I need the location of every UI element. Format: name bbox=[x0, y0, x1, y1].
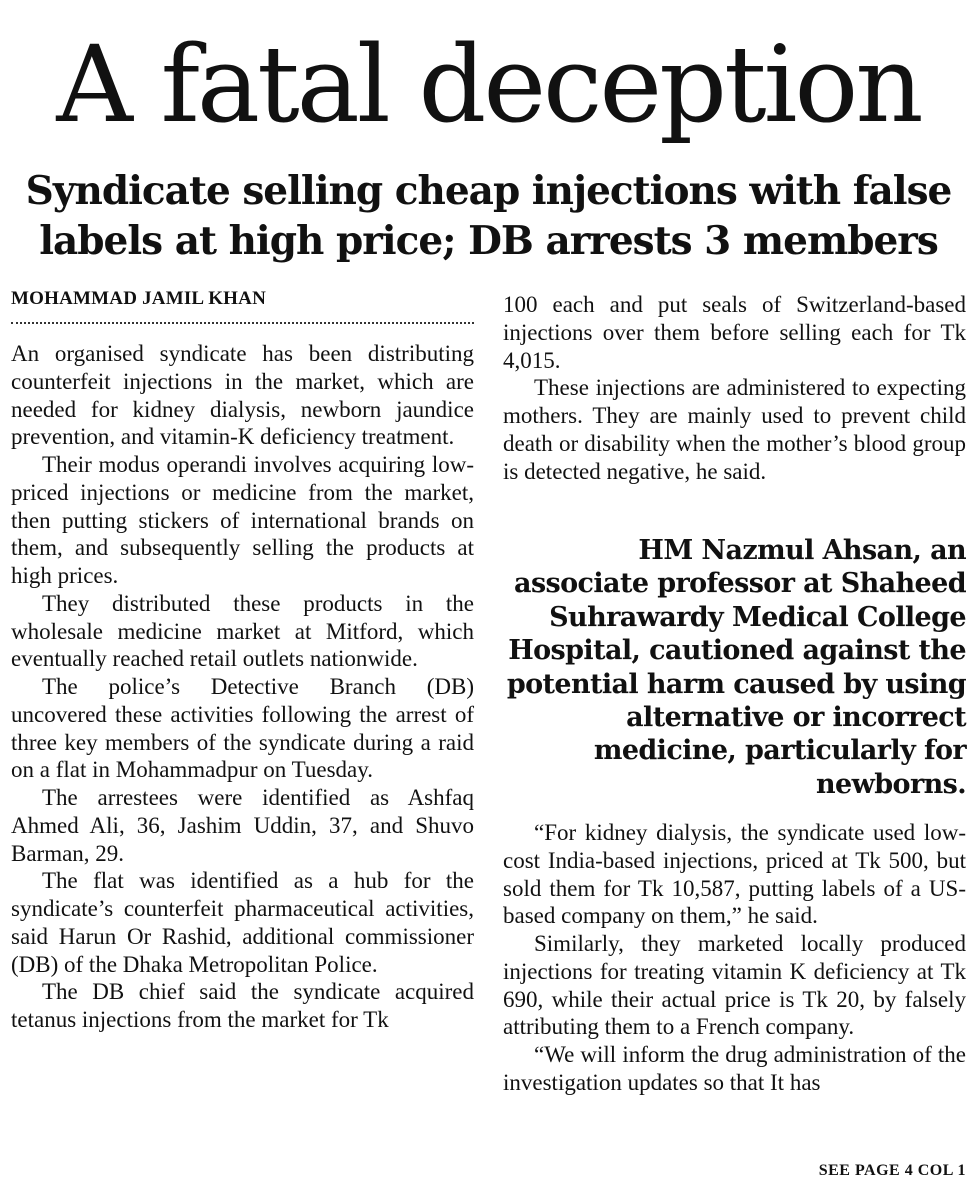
article-paragraph: Similarly, they marketed locally produced injections for treating vitamin K deficiency at Tk 690, while their actual price is Tk 20, by falsely attributing them to a French company. bbox=[503, 931, 966, 1040]
article-paragraph: The police’s Detective Branch (DB) uncovered these activities following the arrest of three key members of the syndicate during a raid on a flat in Mohammadpur on Tuesday. bbox=[11, 674, 474, 783]
article-paragraph: The flat was identified as a hub for the syndicate’s counterfeit pharmaceutical activities, said Harun Or Rashid, additional commissioner (DB) of the Dhaka Metropolitan Police. bbox=[11, 868, 474, 977]
right-column-body-top bbox=[503, 291, 966, 485]
right-column-body-bottom bbox=[503, 819, 966, 1097]
article-paragraph: 100 each and put seals of Switzerland-based injections over them before selling each for Tk 4,015. bbox=[503, 292, 966, 373]
left-column-body bbox=[11, 340, 474, 1034]
byline: MOHAMMAD JAMIL KHAN bbox=[11, 288, 266, 309]
byline-divider bbox=[11, 322, 474, 324]
article-paragraph: They distributed these products in the wholesale medicine market at Mitford, which eventually reached retail outlets nationwide. bbox=[11, 590, 474, 672]
article-paragraph: “We will inform the drug administration of the investigation updates so that It has bbox=[503, 1042, 966, 1095]
article-paragraph: “For kidney dialysis, the syndicate used low-cost India-based injections, priced at Tk 500, but sold them for Tk 10,587, putting labels of a US-based company on them,” he said. bbox=[503, 820, 966, 929]
article-paragraph: The arrestees were identified as Ashfaq Ahmed Ali, 36, Jashim Uddin, 37, and Shuvo Barman, 29. bbox=[11, 785, 474, 866]
continuation-jump-line: SEE PAGE 4 COL 1 bbox=[818, 1162, 966, 1179]
article-paragraph: The DB chief said the syndicate acquired tetanus injections from the market for Tk bbox=[11, 979, 474, 1032]
article-paragraph: An organised syndicate has been distributing counterfeit injections in the market, which are needed for kidney dialysis, newborn jaundice prevention, and vitamin-K deficiency treatment. bbox=[11, 341, 474, 450]
subheadline: Syndicate selling cheap injections with false labels at high price; DB arrests 3 members bbox=[25, 168, 952, 264]
article-paragraph: These injections are administered to expecting mothers. They are mainly used to prevent child death or disability when the mother’s blood group is detected negative, he said. bbox=[503, 375, 966, 484]
headline: A fatal deception bbox=[56, 23, 921, 146]
article-paragraph: Their modus operandi involves acquiring low-priced injections or medicine from the market, then putting stickers of international brands on them, and subsequently selling the products at high prices. bbox=[11, 452, 474, 588]
pull-quote: HM Nazmul Ahsan, an associate professor at Shaheed Suhrawardy Medical College Hospital, cautioned against the potential harm caused by using alternative or incorrect medicine, particularly for newborns. bbox=[506, 535, 966, 800]
